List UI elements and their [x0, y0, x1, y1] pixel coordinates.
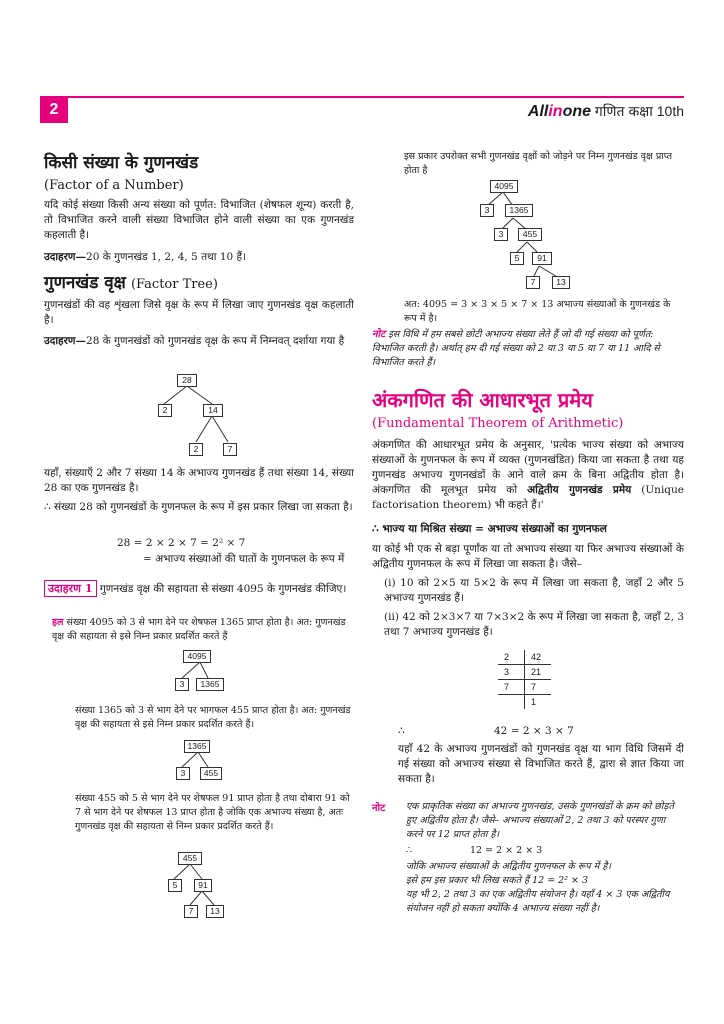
example-label: उदाहरण 1 — [44, 580, 97, 597]
combined-tree-intro: इस प्रकार उपरोक्त सभी गुणनखंड वृक्षों को जोड़ने पर निम्न गुणनखंड वृक्ष प्राप्त होता है — [404, 151, 673, 176]
tree-node: 28 — [177, 374, 197, 387]
tree-node: 1365 — [196, 678, 224, 691]
factor-tree-definition: गुणनखंडों की वह शृंखला जिसे वृक्ष के रूप में लिखा जाए गुणनखंड वृक्ष कहलाती है। — [44, 299, 354, 326]
header-rule — [40, 96, 684, 98]
note2-label: नोट — [372, 803, 386, 814]
tree-node: 91 — [532, 252, 552, 265]
tree-node: 13 — [206, 905, 224, 918]
tree-node: 7 — [526, 276, 540, 289]
solution-step2: संख्या 1365 को 3 से भाग देने पर भागफल 455 प्राप्त होता है। अत: गुणनखंड वृक्ष की सहायता से इसे निम्न प्रकार प्रदर्शित करते हैं। — [75, 705, 351, 730]
brand-logo: Allinone — [527, 103, 592, 120]
example-line: उदाहरण—20 के गुणनखंड 1, 2, 4, 5 तथा 10 हैं। — [44, 251, 247, 263]
tree-node: 7 — [184, 905, 198, 918]
solution-step3: संख्या 455 को 5 से भाग देने पर शेषफल 91 प्राप्त होता है तथा दोबारा 91 को 7 से भाग देने पर शेषफल 13 प्राप्त होता है जोकि एक अभाज्य संख्या है, अतः गुणनखंड वृक्ष की सहायता से निम्न प्रकार प्रदर्शित करते हैं। — [75, 793, 350, 832]
tree-node: 2 — [158, 404, 172, 417]
solution-step1: हल संख्या 4095 को 3 से भाग देने पर शेषफल 1365 प्राप्त होता है। अत: गुणनखंड वृक्ष की सहायता से इसे निम्न प्रकार प्रदर्शित करते हैं — [52, 617, 346, 642]
division-table: 2 42 3 21 7 7 1 — [498, 650, 551, 709]
note2-text: एक प्राकृतिक संख्या का अभाज्य गुणनखंड, उसके गुणनखंडों के क्रम को छोड़ते हुए अद्वितीय होता है। जैसे– अभाज्य संख्याओं 2, 2 तथा 3 को परस्पर गुणा करने पर 12 प्राप्त होता है। — [406, 801, 674, 840]
tree-node: 455 — [200, 767, 222, 780]
note2-therefore: ∴ — [406, 845, 413, 856]
note2-line4: यह भी 2, 2 तथा 3 का एक अद्वितीय संयोजन है। यहाँ 4 × 3 एक अद्वितीय संयोजन नहीं हो सकता क्योंकि 4 अभाज्य संख्या नहीं है। — [406, 889, 670, 914]
tree-node: 455 — [518, 228, 542, 241]
subject-label: गणित — [594, 103, 625, 119]
tree-node: 3 — [480, 204, 494, 217]
explanation-text: यहाँ, संख्याएँ 2 और 7 संख्या 14 के अभाज्य गुणनखंड हैं तथा संख्या 14, संख्या 28 का एक गुणनखंड है। — [44, 467, 354, 494]
result-4095: अत: 4095 = 3 × 3 × 5 × 7 × 13 अभाज्य संख्याओं के गुणनखंड के रूप में है। — [404, 299, 671, 324]
tree-node: 13 — [552, 276, 570, 289]
note2-line2: जोकि अभाज्य संख्याओं के अद्वितीय गुणनफल के रूप में है। — [406, 861, 611, 872]
integer-statement: या कोई भी एक से बड़ा पूर्णांक या तो अभाज्य संख्या या फिर अभाज्य संख्याओं के अद्वितीय गुणनफल के रूप में लिखा जा सकता है। जैसे– — [372, 543, 684, 570]
section-title-hi: किसी संख्या के गुणनखंड — [44, 153, 199, 173]
example-ii: (ii) 42 को 2×3×7 या 7×3×2 के रूप में लिखा जा सकता है, जहाँ 2, 3 तथा 7 अभाज्य गुणनखंड हैं। — [384, 611, 684, 638]
tree-node: 1365 — [184, 740, 210, 753]
theorem-statement: अंकगणित की आधारभूत प्रमेय के अनुसार, 'प्रत्येक भाज्य संख्या को अभाज्य संख्याओं के गुणनफल के रूप में व्यक्त (गुणनखंडित) किया जा सकता है तथा यह गुणनखंड अभाज्य गुणनखंडों के आने वाले क्रम के बिना अद्वितीय होता है। अंकगणित की मूलभूत प्रमेय को अद्वितीय गुणनखंड प्रमेय (Unique factorisation theorem) भी कहते हैं।' — [372, 439, 685, 511]
conclusion-text: ∴ संख्या 28 को गुणनखंडों के गुणनफल के रूप में इस प्रकार लिखा जा सकता है। — [44, 501, 353, 513]
class-label: कक्षा 10th — [628, 103, 684, 119]
tree-node: 4095 — [490, 180, 518, 193]
tree-node: 5 — [168, 879, 182, 892]
equation-28: 28 = 2 × 2 × 7 = 2² × 7 — [117, 537, 246, 549]
theorem-heading-en: (Fundamental Theorem of Arithmetic) — [372, 416, 624, 431]
equation-42: 42 = 2 × 3 × 7 — [494, 725, 574, 737]
example2-line: उदाहरण—28 के गुणनखंडों को गुणनखंड वृक्ष के रूप में निम्नवत् दर्शाया गया है — [44, 335, 345, 347]
tree-node: 3 — [494, 228, 508, 241]
tree-node: 3 — [176, 767, 190, 780]
tree-node: 1365 — [505, 204, 533, 217]
definition-text: यदि कोई संख्या किसी अन्य संख्या को पूर्णत: विभाजित (शेषफल शून्य) करती है, तो विभाजित करने वाली संख्या विभाजित होने वाली संख्या का एक गुणनखंड कहलाती है। — [44, 199, 354, 241]
example-question: उदाहरण 1 गुणनखंड वृक्ष की सहायता से संख्या 4095 के गुणनखंड कीजिए। — [44, 580, 354, 597]
explanation-42: यहाँ 42 के अभाज्य गुणनखंडों को गुणनखंड वृक्ष या भाग विधि जिसमें दी गई संख्या को अभाज्य संख्या से विभाजित करते हैं, द्वारा से ज्ञात किया जा सकता है। — [398, 743, 684, 785]
composite-formula: ∴ भाज्य या मिश्रित संख्या = अभाज्य संख्याओं का गुणनफल — [372, 523, 607, 535]
section-title-en: (Factor of a Number) — [44, 178, 184, 193]
tree-node: 5 — [510, 252, 524, 265]
note2-eq1: 12 = 2 × 2 × 3 — [470, 845, 543, 856]
tree-node: 2 — [189, 443, 203, 456]
equation-28-desc: = अभाज्य संख्याओं की घातों के गुणनफल के रूप में — [143, 553, 345, 565]
page-number: 2 — [40, 97, 68, 123]
factor-tree-heading: गुणनखंड वृक्ष (Factor Tree) — [44, 273, 218, 293]
example-i: (i) 10 को 2×5 या 5×2 के रूप में लिखा जा सकता है, जहाँ 2 और 5 अभाज्य गुणनखंड हैं। — [384, 577, 684, 604]
note-method: नोट इस विधि में हम सबसे छोटी अभाज्य संख्या लेते हैं जो दी गई संख्या को पूर्णत: विभाजित करती है। अर्थात् हम दी गई संख्या को 2 या 3 या 5 या 7 या 11 आदि से विभाजित करते हैं। — [372, 329, 660, 368]
theorem-heading-hi: अंकगणित की आधारभूत प्रमेय — [372, 388, 593, 412]
brand-header — [528, 102, 684, 121]
tree-node: 3 — [175, 678, 189, 691]
therefore-symbol: ∴ — [398, 725, 405, 737]
tree-node: 7 — [223, 443, 237, 456]
tree-node: 91 — [194, 879, 212, 892]
tree-node: 4095 — [183, 650, 211, 663]
tree-node: 14 — [203, 404, 223, 417]
note2-line3: इसे हम इस प्रकार भी लिख सकते हैं 12 = 2² × 3 — [406, 875, 589, 886]
tree-node: 455 — [178, 852, 202, 865]
